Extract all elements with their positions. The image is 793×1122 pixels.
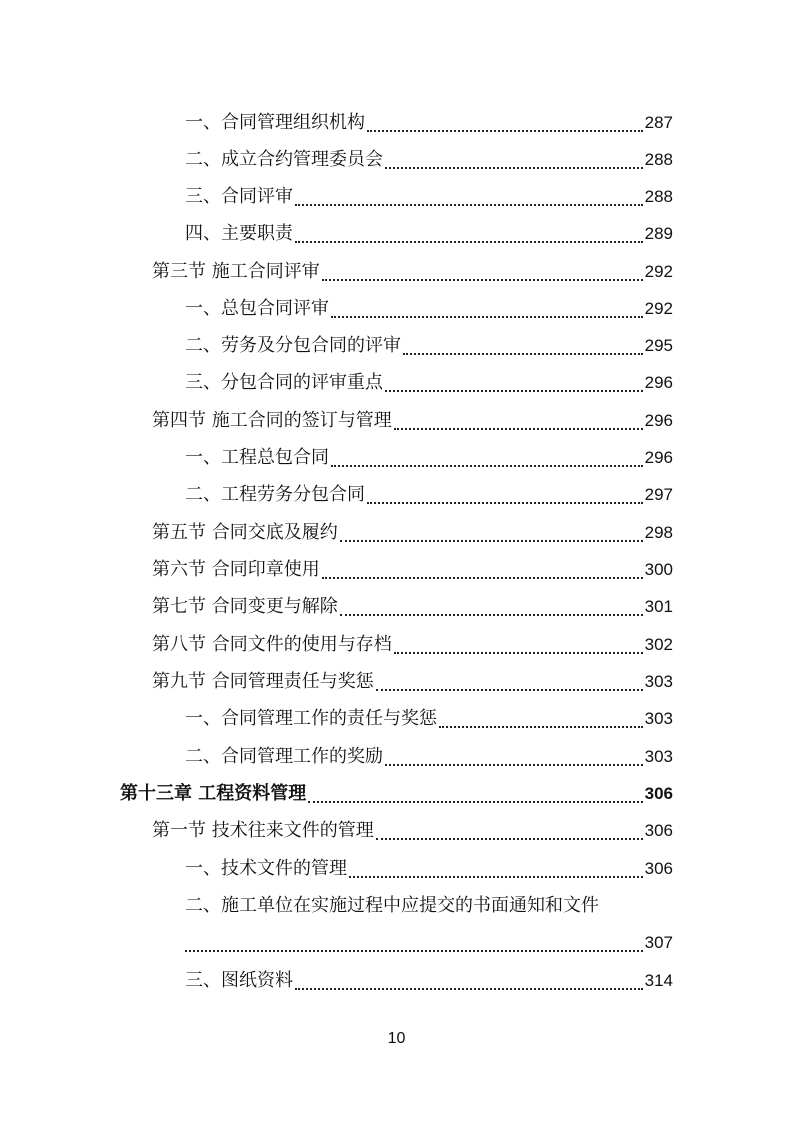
toc-entry-continuation[interactable] (185, 926, 673, 954)
toc-entry-title: 第三节 施工合同评审 (152, 261, 320, 282)
toc-entry-title: 二、成立合约管理委员会 (185, 149, 383, 170)
toc-entry[interactable] (185, 702, 673, 730)
toc-entry-title: 一、工程总包合同 (185, 447, 329, 468)
toc-leader-dots (331, 316, 643, 318)
toc-entry-title: 三、合同评审 (185, 186, 293, 207)
toc-entry-title: 第九节 合同管理责任与奖惩 (152, 671, 374, 692)
toc-entry[interactable] (185, 217, 673, 245)
toc-leader-dots (385, 167, 643, 169)
toc-entry-page: 297 (644, 485, 673, 504)
toc-entry[interactable] (152, 255, 673, 283)
toc-entry[interactable] (185, 180, 673, 208)
toc-entry[interactable] (185, 106, 673, 134)
toc-leader-dots (322, 577, 643, 579)
toc-leader-dots (295, 241, 643, 243)
toc-entry-title: 一、总包合同评审 (185, 298, 329, 319)
toc-entry-title: 第七节 合同变更与解除 (152, 596, 338, 617)
toc-entry-page: 303 (644, 709, 673, 728)
toc-entry-page: 306 (644, 859, 673, 878)
toc-chapter-entry[interactable] (120, 777, 673, 805)
toc-entry[interactable] (185, 740, 673, 768)
toc-entry-page: 307 (644, 933, 673, 952)
toc-entry[interactable] (185, 964, 673, 992)
toc-entry-page: 289 (644, 224, 673, 243)
toc-leader-dots (295, 988, 643, 990)
toc-leader-dots (385, 764, 643, 766)
toc-leader-dots (340, 614, 643, 616)
toc-entry-title: 四、主要职责 (185, 223, 293, 244)
toc-entry[interactable] (152, 516, 673, 544)
toc-entry-page: 292 (644, 299, 673, 318)
toc-entry-page: 288 (644, 150, 673, 169)
toc-leader-dots (340, 540, 643, 542)
toc-entry-title: 二、工程劳务分包合同 (185, 484, 365, 505)
toc-leader-dots (376, 838, 643, 840)
toc-entry[interactable] (185, 366, 673, 394)
toc-leader-dots (439, 726, 643, 728)
toc-entry[interactable] (185, 292, 673, 320)
toc-leader-dots (394, 652, 643, 654)
toc-entry-title: 第八节 合同文件的使用与存档 (152, 634, 392, 655)
toc-leader-dots (349, 876, 643, 878)
toc-entry[interactable] (152, 665, 673, 693)
toc-leader-dots (322, 279, 643, 281)
toc-entry-title: 三、图纸资料 (185, 970, 293, 991)
toc-entry-page: 302 (644, 635, 673, 654)
toc-entry-page: 296 (644, 448, 673, 467)
toc-entry-title: 第六节 合同印章使用 (152, 559, 320, 580)
toc-leader-dots (394, 428, 643, 430)
toc-entry-title: 二、劳务及分包合同的评审 (185, 335, 401, 356)
toc-entry[interactable] (185, 478, 673, 506)
toc-leader-dots (376, 689, 643, 691)
toc-entry[interactable] (185, 441, 673, 469)
toc-leader-dots (295, 204, 643, 206)
toc-entry-page: 296 (644, 411, 673, 430)
toc-entry[interactable] (152, 590, 673, 618)
toc-entry-page: 288 (644, 187, 673, 206)
toc-entry-page: 298 (644, 523, 673, 542)
toc-entry-title: 一、合同管理工作的责任与奖惩 (185, 708, 437, 729)
toc-entry-title: 二、合同管理工作的奖励 (185, 746, 383, 767)
toc-entry-title: 第一节 技术往来文件的管理 (152, 820, 374, 841)
toc-entry-page: 301 (644, 597, 673, 616)
toc-entry[interactable] (185, 852, 673, 880)
toc-entry-page: 303 (644, 672, 673, 691)
toc-entry-page: 295 (644, 336, 673, 355)
toc-entry-page: 314 (644, 971, 673, 990)
toc-leader-dots (385, 390, 643, 392)
toc-leader-dots (367, 130, 643, 132)
toc-entry-title: 三、分包合同的评审重点 (185, 372, 383, 393)
toc-leader-dots (403, 353, 643, 355)
toc-entry-page: 292 (644, 262, 673, 281)
toc-entry-title: 一、技术文件的管理 (185, 858, 347, 879)
toc-entry-title: 一、合同管理组织机构 (185, 112, 365, 133)
toc-entry[interactable] (185, 889, 673, 917)
toc-entry[interactable] (152, 404, 673, 432)
toc-entry[interactable] (152, 628, 673, 656)
toc-leader-dots (367, 502, 643, 504)
toc-entry-page: 300 (644, 560, 673, 579)
toc-entry[interactable] (152, 814, 673, 842)
toc-entry-title: 第十三章 工程资料管理 (120, 783, 307, 804)
toc-entry-page: 296 (644, 373, 673, 392)
toc-entry-page: 287 (644, 113, 673, 132)
toc-leader-dots (331, 465, 643, 467)
toc-entry-title: 第五节 合同交底及履约 (152, 522, 338, 543)
toc-entry[interactable] (185, 143, 673, 171)
toc-leader-dots (185, 950, 643, 952)
toc-entry-page: 306 (644, 784, 673, 803)
toc-entry[interactable] (185, 329, 673, 357)
toc-entry-page: 306 (644, 821, 673, 840)
toc-leader-dots (308, 801, 642, 803)
page-number: 10 (387, 1030, 406, 1047)
toc-entry-title: 第四节 施工合同的签订与管理 (152, 410, 392, 431)
toc-entry[interactable] (152, 553, 673, 581)
toc-entry-page: 303 (644, 747, 673, 766)
toc-entry-title: 二、施工单位在实施过程中应提交的书面通知和文件 (185, 895, 599, 916)
